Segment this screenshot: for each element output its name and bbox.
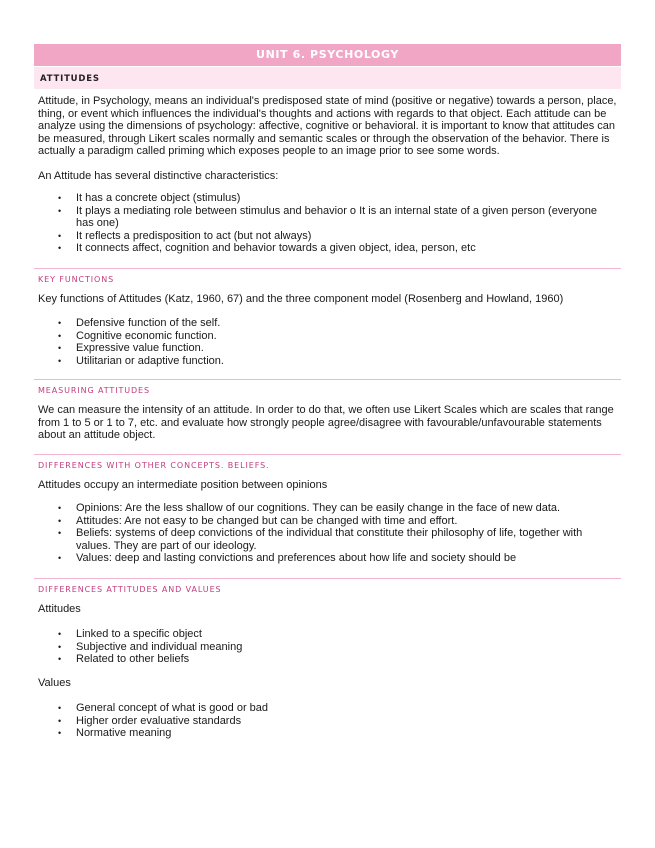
list-item: • Attitudes: Are not easy to be changed but can be changed with time and effort. (58, 514, 458, 527)
list-item: • Opinions: Are the less shallow of our cognitions. They can be easily change in the face of new data. (58, 502, 561, 514)
section-heading-differences-concepts: DIFFERENCES WITH OTHER CONCEPTS. BELIEFS. (34, 454, 621, 474)
list-item: • It reflects a predisposition to act (but not always) (58, 229, 312, 242)
bullet-icon: • (58, 243, 62, 253)
list-item: • General concept of what is good or bad (58, 702, 269, 714)
bullet-icon: • (58, 230, 62, 241)
differences-concepts-list (34, 502, 621, 565)
bullet-icon: • (58, 715, 62, 726)
section-heading-differences-values: DIFFERENCES ATTITUDES AND VALUES (34, 578, 621, 598)
section-heading-attitudes: ATTITUDES (34, 67, 621, 89)
key-functions-list (34, 317, 621, 367)
values-traits-list (34, 702, 621, 740)
bullet-icon: • (58, 641, 62, 652)
differences-concepts-intro-paragraph: Attitudes occupy an intermediate position between opinions (38, 478, 328, 491)
list-item: • Cognitive economic function. (58, 329, 217, 342)
values-subheading: Values (38, 676, 71, 689)
measuring-attitudes-paragraph: We can measure the intensity of an attitude. In order to do that, we often use Likert Scales which are scales that range from 1 to 5 or 1 to 7, etc. and evaluate how strongly people agree/disagree with favourable/unfavourable statements about an attitude object. (38, 404, 614, 441)
bullet-icon: • (58, 703, 62, 713)
list-item: • Defensive function of the self. (58, 317, 221, 329)
attitudes-lead-paragraph: An Attitude has several distinctive characteristics: (38, 169, 279, 182)
attitudes-subheading: Attitudes (38, 602, 81, 615)
list-item: • It has a concrete object (stimulus) (58, 192, 241, 204)
unit-title-banner: UNIT 6. PSYCHOLOGY (34, 44, 621, 66)
bullet-icon: • (58, 528, 62, 538)
bullet-icon: • (58, 553, 62, 563)
list-item: • Higher order evaluative standards (58, 714, 242, 727)
key-functions-intro-paragraph: Key functions of Attitudes (Katz, 1960, 67) and the three component model (Rosenberg and Howland, 1960) (38, 292, 564, 305)
bullet-icon: • (58, 728, 62, 738)
list-item: • It plays a mediating role between stimulus and behavior o It is an internal state of a given person (everyone has one) (58, 204, 597, 229)
list-item: • Normative meaning (58, 727, 172, 739)
bullet-icon: • (58, 654, 62, 664)
list-item: • Linked to a specific object (58, 628, 202, 640)
list-item: • Related to other beliefs (58, 653, 190, 665)
bullet-icon: • (58, 355, 62, 366)
attitudes-traits-list (34, 628, 621, 666)
bullet-icon: • (58, 330, 62, 341)
section-heading-key-functions: KEY FUNCTIONS (34, 268, 621, 288)
attitudes-intro-paragraph: Attitude, in Psychology, means an individual's predisposed state of mind (positive or negative) towards a person, place, thing, or event which influences the individual's thoughts and actions with regards to that object. Each attitude can be analyze using the dimensions of psychology: affective, cognitive or behavioral. it is important to know that attitudes can be measured, through Likert scales normally and semantic scales or through the observation of the behavior. There is actually a paradigm called priming which exposes people to an image prior to see some words. (38, 95, 617, 157)
section-heading-measuring-attitudes: MEASURING ATTITUDES (34, 379, 621, 399)
bullet-icon: • (58, 193, 62, 203)
bullet-icon: • (58, 629, 62, 639)
bullet-icon: • (58, 503, 62, 513)
attitudes-characteristics-list (34, 192, 621, 255)
list-item: • Values: deep and lasting convictions and preferences about how life and society should be (58, 552, 517, 564)
list-item: • Expressive value function. (58, 342, 204, 354)
bullet-icon: • (58, 318, 62, 328)
document-page (34, 44, 621, 740)
bullet-icon: • (58, 515, 62, 526)
bullet-icon: • (58, 343, 62, 353)
bullet-icon: • (58, 205, 62, 216)
list-item: • It connects affect, cognition and behavior towards a given object, idea, person, etc (58, 242, 476, 254)
list-item: • Utilitarian or adaptive function. (58, 354, 224, 367)
list-item: • Subjective and individual meaning (58, 640, 243, 653)
list-item: • Beliefs: systems of deep convictions of the individual that constitute their philosophy of life, together with values. They are part of our ideology. (58, 527, 583, 552)
